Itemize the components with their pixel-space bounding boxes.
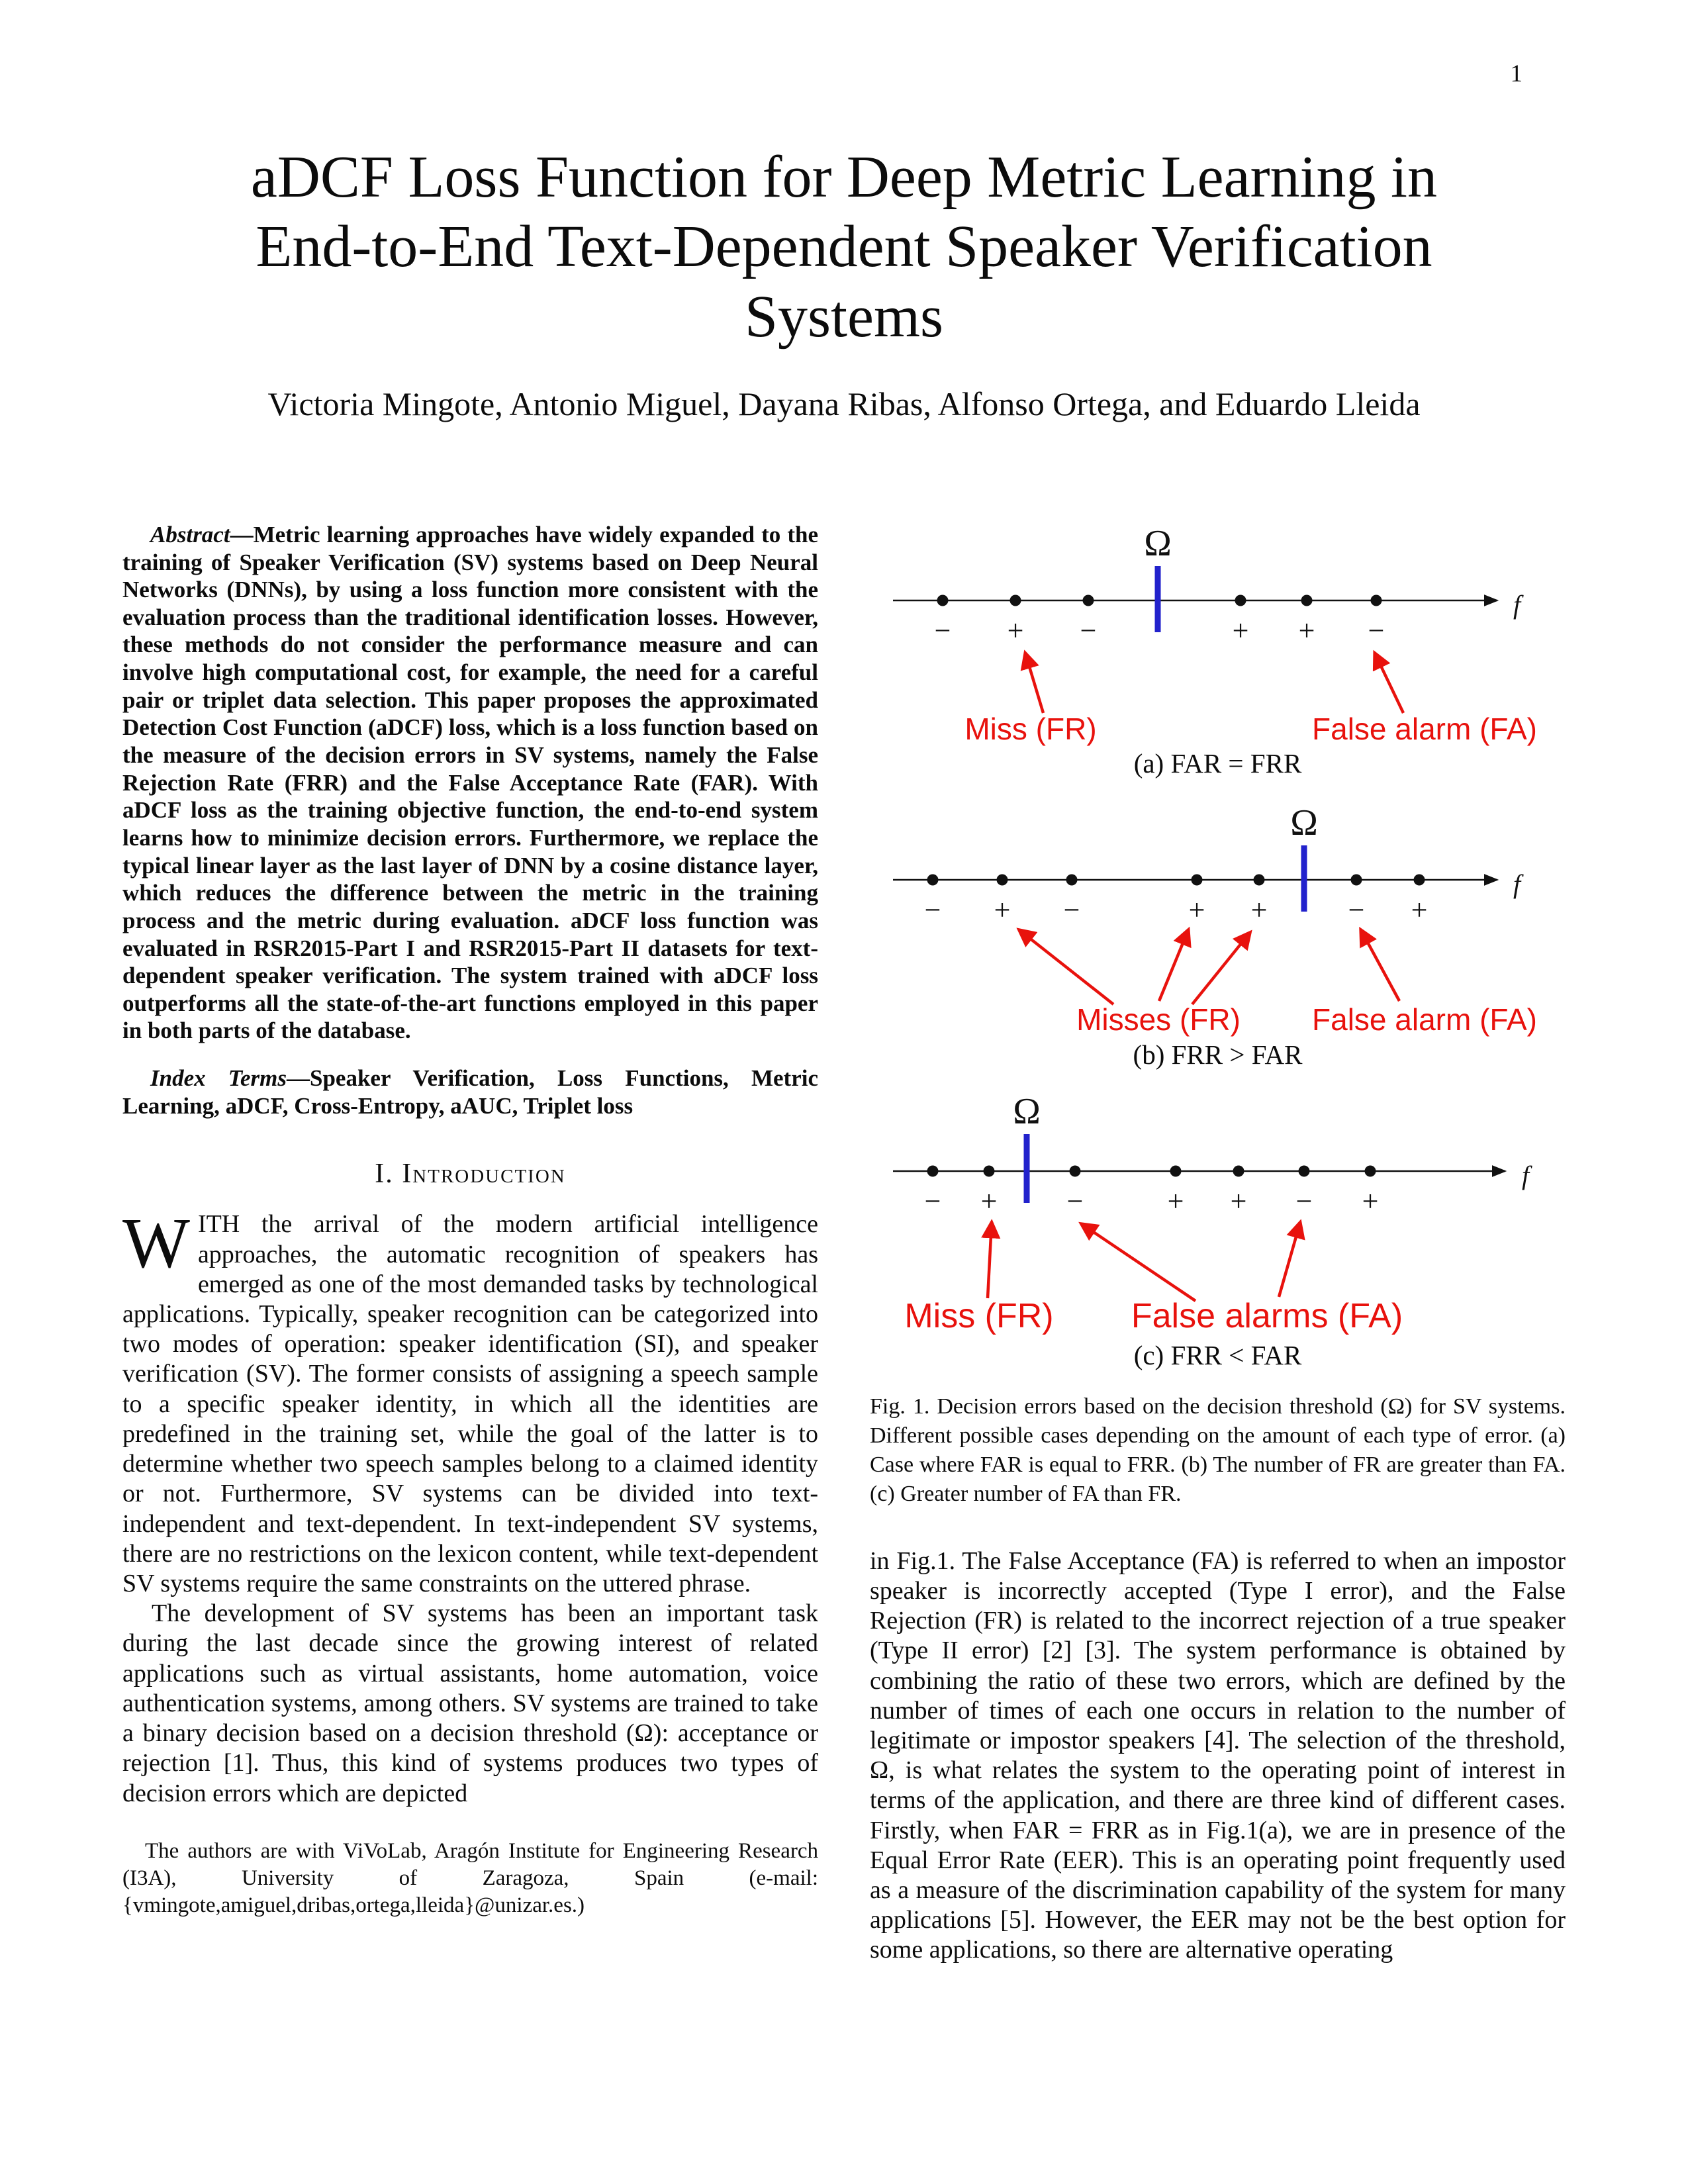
- score-sign: −: [934, 614, 951, 647]
- score-sign: +: [1362, 1184, 1379, 1217]
- index-terms-paragraph: [122, 1065, 818, 1119]
- score-dot: [1365, 1165, 1376, 1176]
- subfigure-a-diagram: [870, 521, 1566, 746]
- authors-line: Victoria Mingote, Antonio Miguel, Dayana Ribas, Alfonso Ortega, and Eduardo Lleida: [267, 385, 1421, 422]
- paper-title-line-2: End-to-End Text-Dependent Speaker Verification: [256, 214, 1432, 280]
- right-column: [870, 521, 1566, 1966]
- threshold-omega-label: Ω: [1144, 522, 1172, 564]
- figure-1: [870, 521, 1566, 1509]
- false-alarm-annotation-arrow: [1082, 1224, 1196, 1301]
- axis-label-f: f: [1513, 589, 1521, 620]
- score-sign: +: [1250, 893, 1268, 926]
- threshold-bar: [1024, 1134, 1030, 1203]
- section-heading-introduction: I. Introduction: [375, 1159, 566, 1190]
- score-sign: −: [1066, 1184, 1084, 1217]
- abstract-label: Abstract: [150, 521, 230, 547]
- threshold-omega-label: Ω: [1290, 802, 1318, 843]
- miss-annotation-arrow: [1019, 930, 1113, 1004]
- score-dot: [1083, 594, 1094, 606]
- score-dot: [1066, 874, 1078, 885]
- subcaption-c: (c) FRR < FAR: [1133, 1339, 1302, 1370]
- score-dot: [1010, 594, 1021, 606]
- miss-annotation-arrow: [988, 1223, 992, 1298]
- score-dot: [1301, 594, 1313, 606]
- intro-paragraph-2: The development of SV systems has been an important task during the last decade since the growing interest of related applications such as virtual assistants, home automation, voice authentication systems, among others. SV systems are trained to take a binary decision based on a decision threshold (Ω): acceptance or rejection [1]. Thus, this kind of systems produces two types of decision errors which are depicted: [122, 1599, 818, 1807]
- two-column-body: [0, 521, 1688, 1966]
- right-column-paragraph: in Fig.1. The False Acceptance (FA) is referred to when an impostor speaker is incorrectly accepted (Type I error), and the False Rejection (FR) is related to the incorrect rejection of a true speaker (Type II error) [2] [3]. The system performance is obtained by combining the ratio of these two errors, which are defined by the number of times of each one occurs in relation to the number of legitimate or impostor speakers [4]. The selection of the threshold, Ω, is what relates the system to the operating point of interest in terms of the application, and there are three kind of different cases. Firstly, when FAR = FRR as in Fig.1(a), we are in presence of the Equal Error Rate (EER). This is an operating point frequently used as a measure of the discrimination capability of the system for many applications [5]. However, the EER may not be the best option for some applications, so there are alternative operating: [870, 1546, 1566, 1964]
- score-sign: +: [1230, 1184, 1247, 1217]
- abstract-text: —Metric learning approaches have widely expanded to the training of Speaker Verification (SV) systems based on Deep Neural Networks (DNNs), by using a loss function more consistent with the evaluation process than the traditional identification losses. However, these methods do not consider the performance measure and can involve high computational cost, for example, the need for a careful pair or triplet data selection. This paper proposes the approximated Detection Cost Function (aDCF) loss, which is a loss function based on the measure of the decision errors in SV systems, namely the False Rejection Rate (FRR) and the False Acceptance Rate (FAR). With aDCF loss as the training objective function, the end-to-end system learns how to minimize decision errors. Furthermore, we replace the typical linear layer as the last layer of DNN by a cosine distance layer, which reduces the difference between the metric in the training process and the metric during evaluation. aDCF loss function was evaluated in RSR2015-Part I and RSR2015-Part II datasets for text-dependent speaker verification. The system trained with aDCF loss outperforms all the state-of-the-art functions employed in this paper in both parts of the database.: [122, 521, 818, 1044]
- subcaption-a: (a) FAR = FRR: [1133, 747, 1302, 779]
- abstract-paragraph: [122, 521, 818, 1045]
- paper-title-line-1: aDCF Loss Function for Deep Metric Learning in: [250, 144, 1438, 210]
- score-dot: [1192, 874, 1203, 885]
- score-dot: [1351, 874, 1362, 885]
- score-dot: [927, 1165, 939, 1176]
- miss-label: Miss (FR): [964, 711, 1097, 746]
- paper-title-line-3: Systems: [744, 283, 944, 350]
- intro-paragraph-1-text: ITH the arrival of the modern artificial intelligence approaches, the automatic recognition of speakers has emerged as one of the most demanded tasks by technological applications. Typically, speaker recognition can be categorized into two modes of operation: speaker identification (SI), and speaker verification (SV). The former consists of assigning a speech sample to a specific speaker identity, in which all the identities are predefined in the training set, while the goal of the latter is to determine whether two speech samples belong to a claimed identity or not. Furthermore, SV systems can be divided into text-independent and text-dependent. In text-independent SV systems, there are no restrictions on the lexicon content, while text-dependent SV systems require the same constraints on the uttered phrase.: [122, 1210, 818, 1597]
- score-sign: +: [1298, 614, 1315, 647]
- score-sign: +: [1188, 893, 1205, 926]
- miss-annotation-arrow: [1159, 930, 1188, 1001]
- intro-paragraph-1: [122, 1204, 818, 1599]
- score-sign: +: [1411, 893, 1428, 926]
- index-terms-label: Index Terms: [150, 1065, 287, 1092]
- score-dot: [997, 874, 1008, 885]
- false-alarm-label: False alarm (FA): [1312, 711, 1537, 746]
- title-block: [0, 0, 1688, 352]
- page-number: 1: [1510, 60, 1523, 87]
- index-terms-text: —Speaker Verification, Loss Functions, Metric Learning, aDCF, Cross-Entropy, aAUC, Triplet loss: [122, 1065, 818, 1119]
- figure-1-caption: Fig. 1. Decision errors based on the decision threshold (Ω) for SV systems. Different possible cases depending on the amount of each type of error. (a) Case where FAR is equal to FRR. (b) The number of FR are greater than FA. (c) Greater number of FA than FR.: [870, 1394, 1566, 1507]
- threshold-omega-label: Ω: [1013, 1091, 1041, 1132]
- axis-label-f: f: [1513, 869, 1521, 899]
- score-sign: −: [924, 1184, 941, 1217]
- false-alarm-annotation-arrow: [1361, 930, 1399, 1001]
- score-sign: +: [980, 1184, 998, 1217]
- score-dot: [1235, 594, 1246, 606]
- score-sign: +: [1167, 1184, 1184, 1217]
- score-sign: −: [1348, 893, 1365, 926]
- authors-footnote: The authors are with ViVoLab, Aragón Institute for Engineering Research (I3A), University of Zaragoza, Spain (e-mail: {vmingote,amiguel,dribas,ortega,lleida}@unizar.es.): [122, 1838, 818, 1918]
- score-sign: −: [924, 893, 941, 926]
- score-dot: [1170, 1165, 1182, 1176]
- score-sign: +: [1007, 614, 1024, 647]
- score-sign: +: [994, 893, 1011, 926]
- score-dot: [927, 874, 939, 885]
- score-dot: [1371, 594, 1382, 606]
- subcaption-b: (b) FRR > FAR: [1133, 1039, 1303, 1070]
- score-sign: −: [1080, 614, 1097, 647]
- threshold-bar: [1155, 566, 1161, 632]
- score-sign: −: [1063, 893, 1080, 926]
- score-dot: [984, 1165, 995, 1176]
- score-dot: [1233, 1165, 1244, 1176]
- miss-label: Misses (FR): [1076, 1002, 1241, 1037]
- score-dot: [1254, 874, 1265, 885]
- score-dot: [1299, 1165, 1310, 1176]
- miss-annotation-arrow: [1192, 933, 1250, 1004]
- score-sign: +: [1232, 614, 1249, 647]
- false-alarm-annotation-arrow: [1279, 1223, 1300, 1297]
- subfigure-b-diagram: [870, 800, 1566, 1037]
- axis-label-f: f: [1522, 1160, 1530, 1190]
- score-dot: [1414, 874, 1425, 885]
- false-alarm-annotation-arrow: [1375, 653, 1403, 713]
- intro-dropcap: W: [122, 1204, 190, 1284]
- subfigure-c-diagram: [870, 1092, 1566, 1338]
- left-column: [122, 521, 818, 1966]
- score-dot: [937, 594, 949, 606]
- false-alarm-label: False alarm (FA): [1312, 1002, 1537, 1037]
- miss-annotation-arrow: [1025, 653, 1043, 713]
- false-alarm-label: False alarms (FA): [1131, 1296, 1403, 1335]
- miss-label: Miss (FR): [904, 1296, 1054, 1335]
- score-dot: [1070, 1165, 1081, 1176]
- threshold-bar: [1301, 845, 1307, 912]
- score-sign: −: [1368, 614, 1385, 647]
- score-sign: −: [1295, 1184, 1313, 1217]
